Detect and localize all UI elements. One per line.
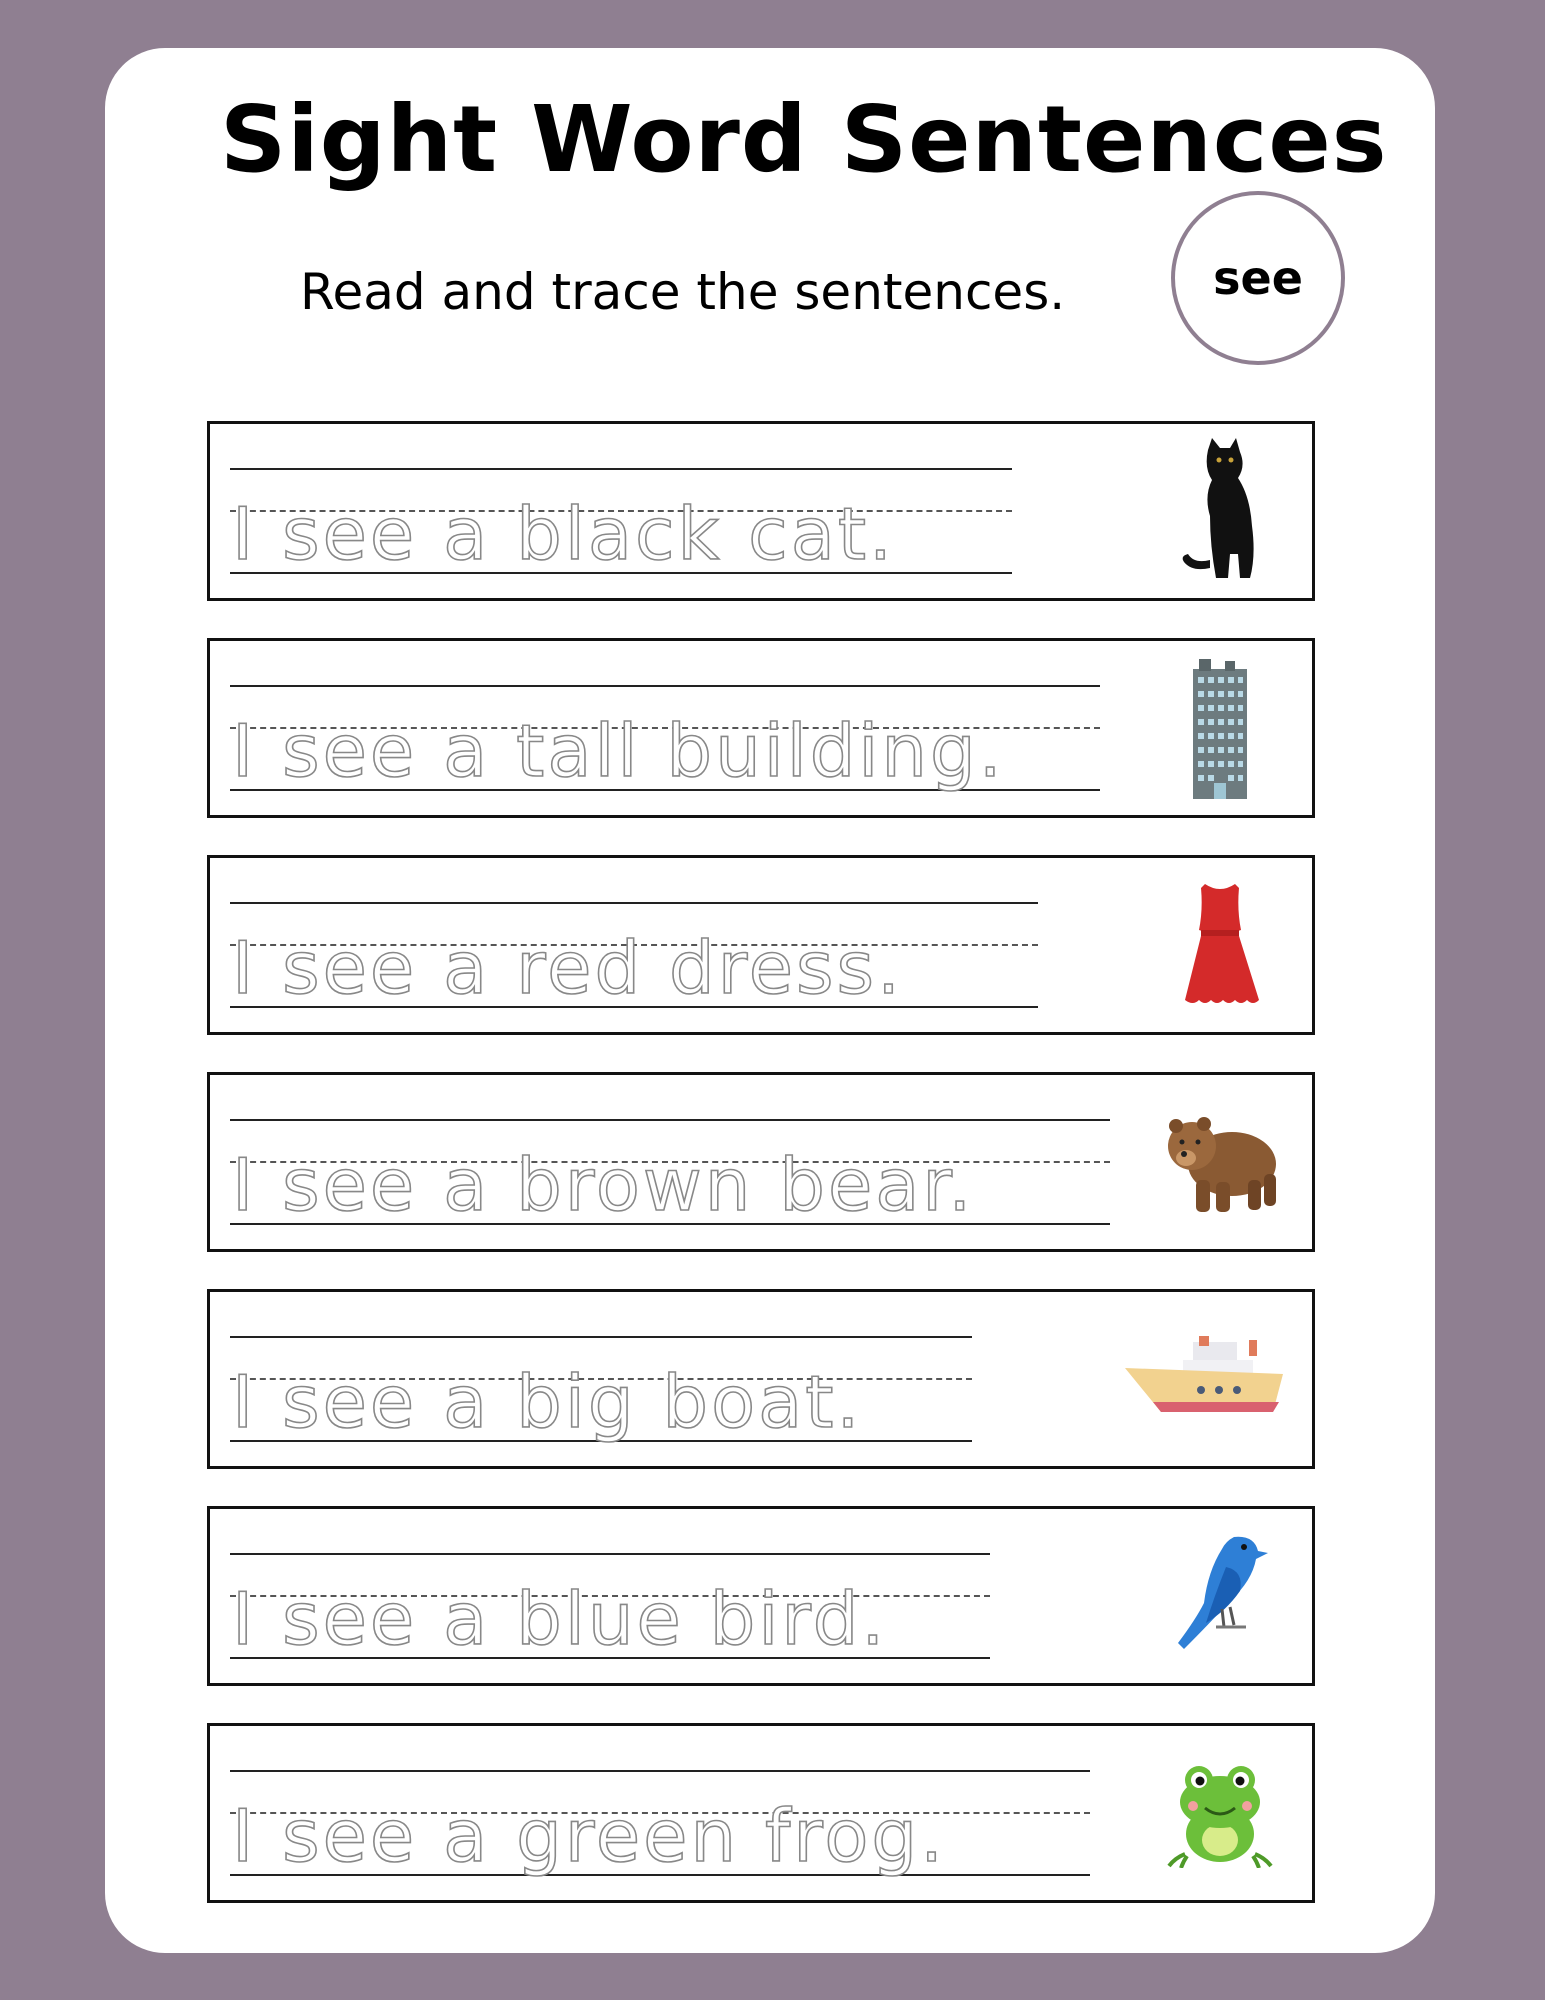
green-frog-icon (1145, 1738, 1295, 1888)
sight-word-label: see (1213, 251, 1303, 305)
tracing-lines (230, 1322, 972, 1444)
top-guide-line (230, 1770, 1090, 1772)
trace-row-green-frog (207, 1723, 1315, 1903)
big-boat-icon (1115, 1304, 1300, 1454)
trace-sentence[interactable]: I see a black cat. (232, 492, 895, 576)
trace-sentence[interactable]: I see a blue bird. (232, 1577, 888, 1661)
trace-row-blue-bird (207, 1506, 1315, 1686)
trace-row-red-dress (207, 855, 1315, 1035)
black-cat-icon (1145, 436, 1295, 586)
tracing-lines (230, 671, 1100, 793)
top-guide-line (230, 685, 1100, 687)
sight-word-badge (1171, 191, 1345, 365)
top-guide-line (230, 1336, 972, 1338)
trace-row-black-cat (207, 421, 1315, 601)
trace-sentence[interactable]: I see a green frog. (232, 1794, 946, 1878)
tracing-lines (230, 1105, 1110, 1227)
trace-row-brown-bear (207, 1072, 1315, 1252)
tall-building-icon (1145, 653, 1295, 803)
worksheet-page (105, 48, 1435, 1953)
brown-bear-icon (1145, 1087, 1295, 1237)
red-dress-icon (1145, 870, 1295, 1020)
trace-sentence[interactable]: I see a tall building. (232, 709, 1005, 793)
tracing-lines (230, 888, 1038, 1010)
worksheet-title: Sight Word Sentences (220, 86, 1388, 193)
top-guide-line (230, 1553, 990, 1555)
tracing-lines (230, 454, 1012, 576)
trace-row-tall-building (207, 638, 1315, 818)
tracing-lines (230, 1539, 990, 1661)
tracing-lines (230, 1756, 1090, 1878)
trace-sentence[interactable]: I see a red dress. (232, 926, 903, 1010)
trace-sentence[interactable]: I see a brown bear. (232, 1143, 975, 1227)
trace-sentence[interactable]: I see a big boat. (232, 1360, 863, 1444)
top-guide-line (230, 468, 1012, 470)
instruction-text: Read and trace the sentences. (300, 263, 1066, 321)
top-guide-line (230, 902, 1038, 904)
trace-row-big-boat (207, 1289, 1315, 1469)
top-guide-line (230, 1119, 1110, 1121)
blue-bird-icon (1145, 1521, 1295, 1671)
